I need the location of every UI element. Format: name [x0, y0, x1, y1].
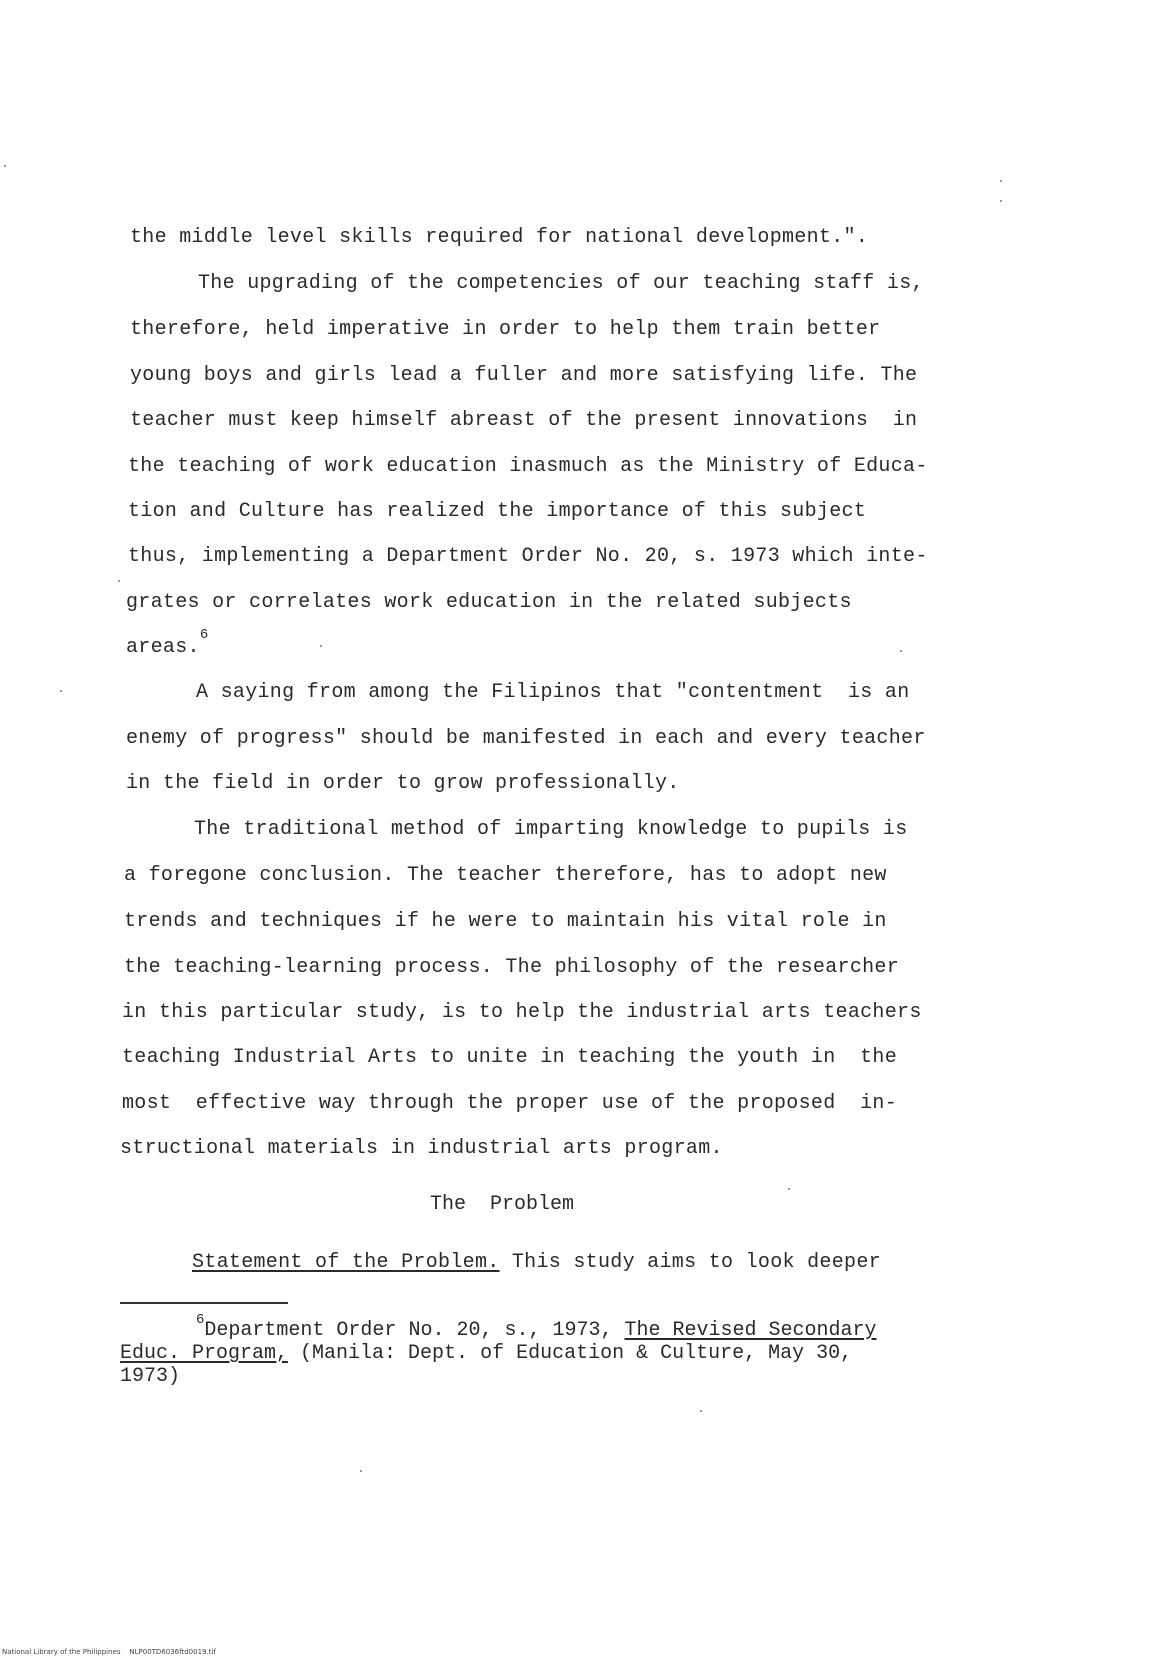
paragraph-4-line-7: most effective way through the proper use of the proposed in-	[122, 1092, 898, 1115]
footnote-number: 6	[196, 1312, 205, 1328]
scan-speck	[320, 645, 322, 647]
paragraph-1-line-1: the middle level skills required for national development.".	[130, 226, 869, 249]
paragraph-4-line-3: trends and techniques if he were to maintain his vital role in	[124, 910, 887, 933]
scan-speck	[900, 650, 902, 652]
footnote-line-1	[196, 1312, 877, 1344]
footnote-publisher: (Manila: Dept. of Education & Culture, May 30,	[288, 1342, 853, 1365]
paragraph-4-line-8: structional materials in industrial arts program.	[120, 1137, 723, 1160]
paragraph-2-line-3: young boys and girls lead a fuller and more satisfying life. The	[130, 364, 918, 387]
scan-speck	[118, 580, 120, 582]
paragraph-2-line-7: thus, implementing a Department Order No. 20, s. 1973 which inte-	[128, 545, 928, 568]
scan-speck	[60, 690, 62, 692]
section-heading: The Problem	[430, 1193, 575, 1216]
footnote-ref-6: 6	[199, 627, 209, 643]
footnote-title-part-2: Educ. Program,	[120, 1342, 289, 1365]
paragraph-2-line-8: grates or correlates work education in the related subjects	[126, 591, 852, 614]
paragraph-4-line-1: The traditional method of imparting knowledge to pupils is	[194, 818, 908, 841]
footnote-line-3: 1973)	[120, 1365, 181, 1388]
paragraph-2-line-2: therefore, held imperative in order to help them train better	[130, 318, 881, 341]
scan-speck	[700, 1410, 702, 1412]
paragraph-4-line-6: teaching Industrial Arts to unite in teaching the youth in the	[122, 1046, 898, 1069]
paragraph-3-line-2: enemy of progress" should be manifested in each and every teacher	[126, 727, 926, 750]
scan-speck	[788, 1188, 790, 1190]
statement-text: This study aims to look deeper	[499, 1251, 881, 1274]
footnote-line-2	[120, 1342, 852, 1366]
paragraph-2-line-6: tion and Culture has realized the importance of this subject	[128, 500, 867, 523]
scan-speck	[1000, 200, 1002, 202]
footnote-rule	[120, 1302, 288, 1304]
paragraph-2-last-text: areas.	[126, 636, 200, 659]
paragraph-4-line-4: the teaching-learning process. The philosophy of the researcher	[124, 956, 900, 979]
footnote-title-part-1: The Revised Secondary	[624, 1319, 877, 1342]
paragraph-2-line-4: teacher must keep himself abreast of the present innovations in	[130, 409, 918, 432]
scan-speck	[360, 1470, 362, 1472]
paragraph-2-line-9	[126, 627, 209, 661]
paragraph-4-line-5: in this particular study, is to help the industrial arts teachers	[122, 1001, 922, 1024]
scan-speck	[1000, 180, 1002, 182]
paragraph-3-line-1: A saying from among the Filipinos that "contentment is an	[196, 681, 910, 704]
footnote-citation: Department Order No. 20, s., 1973,	[204, 1319, 625, 1342]
paragraph-4-line-2: a foregone conclusion. The teacher therefore, has to adopt new	[124, 864, 887, 887]
paragraph-3-line-3: in the field in order to grow professionally.	[126, 772, 680, 795]
scan-speck	[4, 165, 6, 167]
scan-footer: National Library of the Philippines NLP00TD6036ftd0019.tif	[2, 1648, 216, 1656]
paragraph-2-line-1: The upgrading of the competencies of our teaching staff is,	[198, 272, 924, 295]
statement-label: Statement of the Problem.	[192, 1251, 500, 1274]
statement-line	[192, 1251, 881, 1275]
paragraph-2-line-5: the teaching of work education inasmuch as the Ministry of Educa-	[128, 455, 928, 478]
